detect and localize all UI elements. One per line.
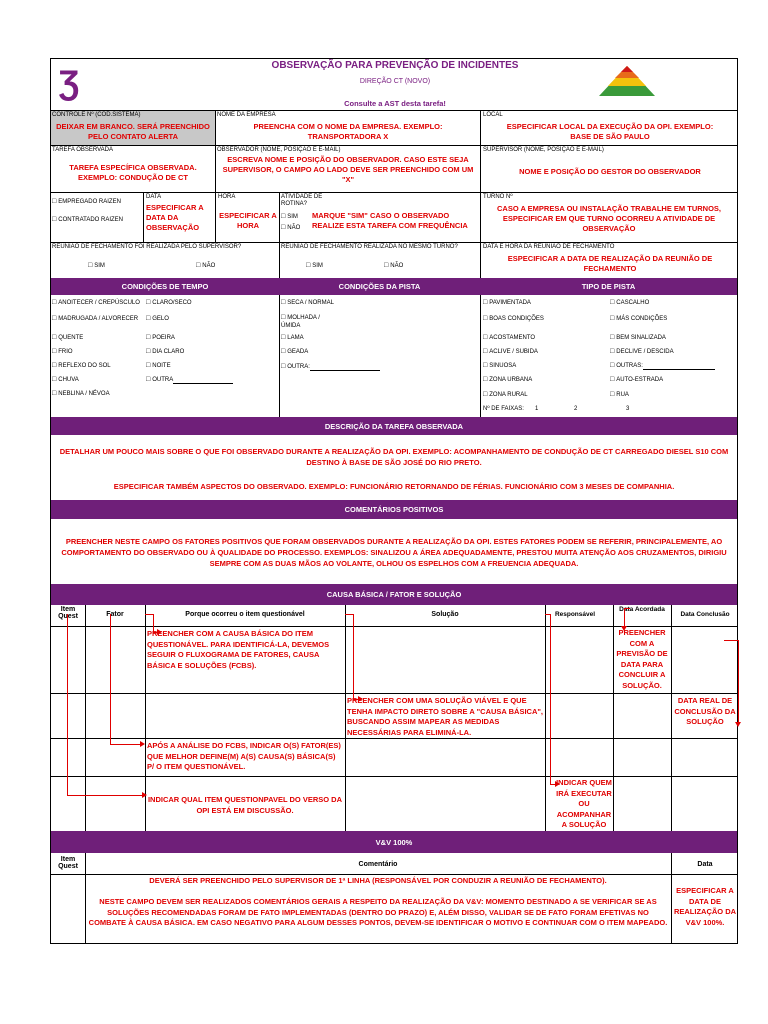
data-reuniao-label: DATA E HORA DA REUNIÃO DE FECHAMENTO [483, 244, 615, 250]
controle-label: CONTROLE Nº (COD.SISTEMA) [52, 112, 141, 118]
vv-col-comentario: Comentário [358, 861, 398, 868]
note-item[interactable]: INDICAR QUAL ITEM QUESTIONPAVEL DO VERSO DA OPI ESTÁ EM DISCUSSÃO. [147, 795, 343, 815]
tempo-opt[interactable]: □ GELO [146, 315, 169, 323]
causa-header: CAUSA BÁSICA / FATOR E SOLUÇÃO [51, 584, 737, 605]
consult-ast-text: Consulte a AST desta tarefa! [344, 99, 446, 108]
tipo-opt[interactable]: □ MÁS CONDIÇÕES [610, 315, 667, 323]
supervisor-value[interactable]: NOME E POSIÇÃO DO GESTOR DO OBSERVADOR [519, 167, 701, 176]
tempo-opt[interactable]: □ FRIO [52, 348, 73, 356]
col-solucao: Solução [431, 611, 459, 618]
tempo-opt[interactable]: □ POEIRA [146, 334, 175, 342]
page-subtitle: DIREÇÃO CT (NOVO) [359, 78, 431, 85]
brand-logo: Ʒ [58, 64, 80, 102]
contratado-checkbox[interactable]: □ CONTRATADO RAIZEN [52, 216, 123, 224]
turno-value[interactable]: CASO A EMPRESA OU INSTALAÇÃO TRABALHE EM TURNOS, ESPECIFICAR EM QUE TURNO OCORREU A ATIVIDADE DE OBSERVAÇÃO [496, 204, 722, 233]
col-responsavel: Responsável [554, 611, 596, 618]
data-label: DATA [146, 194, 162, 200]
reuniao-turno-nao[interactable]: □ NÃO [384, 262, 403, 270]
tipo-opt[interactable]: □ SINUOSA [483, 362, 516, 370]
tipo-opt[interactable]: □ AUTO-ESTRADA [610, 376, 663, 384]
tempo-opt[interactable]: □ QUENTE [52, 334, 83, 342]
observador-label: OBSERVADOR (NOME, POSIÇÃO E E-MAIL) [217, 147, 341, 153]
hora-value[interactable]: ESPECIFICAR A HORA [219, 211, 277, 230]
reuniao-turno-label: REUNIÃO DE FECHAMENTO REALIZADA NO MESMO TURNO? [281, 244, 458, 250]
data-value[interactable]: ESPECIFICAR A DATA DA OBSERVAÇÃO [146, 203, 204, 232]
turno-label: TURNO Nº [483, 194, 513, 200]
faixa-option[interactable]: 1 [535, 406, 539, 412]
hora-label: HORA [218, 194, 236, 200]
tempo-opt[interactable]: □ MADRUGADA / ALVORECER [52, 315, 138, 323]
reuniao-turno-sim[interactable]: □ SIM [306, 262, 323, 270]
tarefa-value[interactable]: TAREFA ESPECÍFICA OBSERVADA. EXEMPLO: CONDUÇÃO DE CT [69, 163, 197, 182]
controle-value[interactable]: DEIXAR EM BRANCO. SERÁ PREENCHIDO PELO CONTATO ALERTA [56, 122, 210, 141]
tipo-outras-input[interactable] [643, 363, 715, 370]
tempo-opt[interactable]: □ CLARO/SECO [146, 299, 192, 307]
pista-opt[interactable]: □ LAMA [281, 334, 304, 342]
tipo-opt[interactable]: □ RUA [610, 391, 629, 399]
tempo-opt[interactable]: □ DIA CLARO [146, 348, 184, 356]
tipo-opt[interactable]: □ ACOSTAMENTO [483, 334, 535, 342]
note-causa[interactable]: PREENCHER COM A CAUSA BÁSICA DO ITEM QUESTIONÁVEL. PARA IDENTIFICÁ-LA, DEVEMOS SEGUIR O FLUXOGRAMA DE FATORES, CAUSA BÁSICA E SOLUÇÕES (FCBS). [147, 629, 330, 670]
descricao-header: DESCRIÇÃO DA TAREFA OBSERVADA [51, 417, 737, 435]
vv-header: V&V 100% [51, 831, 737, 853]
tempo-header: CONDIÇÕES DE TEMPO [51, 278, 279, 295]
descricao-text-2[interactable]: ESPECIFICAR TAMBÉM ASPECTOS DO OBSERVADO. EXEMPLO: FUNCIONÁRIO RETORNANDO DE FÉRIAS. FUNCIONÁRIO COM 3 MESES DE COMPANHIA. [113, 482, 675, 491]
tipo-opt[interactable]: □ BOAS CONDIÇÕES [483, 315, 544, 323]
rotina-nao-checkbox[interactable]: □ NÃO [281, 224, 300, 232]
note-responsavel[interactable]: INDICAR QUEM IRÁ EXECUTAR OU ACOMPANHAR A SOLUÇÃO [556, 778, 612, 829]
comentarios-header: COMENTÁRIOS POSITIVOS [51, 500, 737, 519]
tempo-opt[interactable]: □ NEBLINA / NÉVOA [52, 390, 110, 398]
pista-outra-input[interactable] [310, 364, 380, 371]
reuniao-sup-nao[interactable]: □ NÃO [196, 262, 215, 270]
tipo-opt[interactable]: □ BEM SINALIZADA [610, 334, 666, 342]
tempo-opt[interactable]: □ REFLEXO DO SOL [52, 362, 111, 370]
descricao-text-1[interactable]: DETALHAR UM POUCO MAIS SOBRE O QUE FOI OBSERVADO DURANTE A REALIZAÇÃO DA OPI. EXEMPLO: ACOMPANHAMENTO DE CONDUÇÃO DE CT CARREGADO DIESEL S10 COM DESTINO À BASE DE SÃO JOSÉ DO RIO PRETO. [59, 447, 729, 467]
empresa-label: NOME DA EMPRESA [217, 112, 276, 118]
tipo-outras-label: OUTRAS: [616, 363, 643, 369]
col-porque: Porque ocorreu o item questionável [185, 611, 305, 618]
tipo-header: TIPO DE PISTA [480, 278, 737, 295]
tempo-opt[interactable]: □ NOITE [146, 362, 171, 370]
vv-data-note[interactable]: ESPECIFICAR A DATA DE REALIZAÇÃO DA V&V 100%. [673, 886, 737, 927]
local-label: LOCAL [483, 112, 503, 118]
note-data-acordada[interactable]: PREENCHER COM A PREVISÃO DE DATA PARA CONCLUIR A SOLUÇÃO. [616, 628, 668, 690]
empresa-value[interactable]: PREENCHA COM O NOME DA EMPRESA. EXEMPLO: TRANSPORTADORA X [253, 122, 443, 141]
tipo-opt[interactable]: □ ZONA RURAL [483, 391, 528, 399]
rotina-value[interactable]: MARQUE "SIM" CASO O OBSERVADO REALIZE ESTA TAREFA COM FREQUÊNCIA [312, 211, 468, 230]
local-value[interactable]: ESPECIFICAR LOCAL DA EXECUÇÃO DA OPI. EXEMPLO: BASE DE SÃO PAULO [506, 122, 714, 141]
tempo-outra-input[interactable] [173, 377, 233, 384]
tipo-opt-outras[interactable] [610, 362, 715, 370]
tipo-opt[interactable]: □ CASCALHO [610, 299, 649, 307]
tipo-opt[interactable]: □ ACLIVE / SUBIDA [483, 348, 538, 356]
page-title: OBSERVAÇÃO PARA PREVENÇÃO DE INCIDENTES [271, 60, 519, 71]
col-data-acordada: Data Acordada [619, 606, 665, 613]
vv-line-1[interactable]: DEVERÁ SER PREENCHIDO PELO SUPERVISOR DE 1ª LINHA (RESPONSÁVEL POR CONDUZIR A REUNIÃO DE FECHAMENTO). [149, 876, 607, 885]
tarefa-label: TAREFA OBSERVADA [52, 147, 114, 153]
tipo-opt[interactable]: □ PAVIMENTADA [483, 299, 531, 307]
supervisor-label: SUPERVISOR (NOME, POSIÇÃO E E-MAIL) [483, 147, 604, 153]
tempo-opt[interactable]: □ CHUVA [52, 376, 79, 384]
tipo-opt[interactable]: □ ZONA URBANA [483, 376, 532, 384]
reuniao-sup-sim[interactable]: □ SIM [88, 262, 105, 270]
comentarios-text[interactable]: PREENCHER NESTE CAMPO OS FATORES POSITIVOS QUE FORAM OBSERVADOS DURANTE A REALIZAÇÃO DA OPI. ESTES FATORES PODEM SE REFERIR, PRINCIPALEMENTE, AO COMPORTAMENTO DO OBSERVADO OU À QUALIDADE DO PROCESSO. EXEMPLOS: SINALIZOU A ÁREA ADEQUADAMENTE, PRESTOU MUITA ATENÇÃO AOS CRUZAMENTOS, DIRIGIU SEMPRE COM AS DUAS MÃOS AO VOLANTE, OLHOU OS ESPELHOS COM A FREUENCIA ADEQUADA. [61, 537, 727, 568]
tempo-opt[interactable]: □ ANOITECER / CREPÚSCULO [52, 299, 140, 307]
note-fator[interactable]: APÓS A ANÁLISE DO FCBS, INDICAR O(S) FATOR(ES) QUE MELHOR DEFINE(M) A(S) CAUSA(S) BÁSICA(S) P/ O ITEM QUESTIONÁVEL. [147, 741, 341, 771]
pista-opt-outra[interactable] [281, 363, 380, 371]
pista-opt[interactable]: □ GEADA [281, 348, 308, 356]
rotina-label: ATIVIDADE DE ROTINA? [281, 194, 323, 207]
tempo-outra-label: OUTRA [152, 377, 174, 383]
faixa-option[interactable]: 3 [626, 406, 630, 412]
rotina-sim-checkbox[interactable]: □ SIM [281, 213, 298, 221]
col-item-quest: Item Quest [58, 606, 78, 620]
pista-opt[interactable]: □ MOLHADA / ÚMIDA [281, 314, 331, 330]
note-solucao[interactable]: PREENCHER COM UMA SOLUÇÃO VIÁVEL E QUE TENHA IMPACTO DIRETO SOBRE A "CAUSA BÁSICA", BUSCANDO ASSIM MAPEAR AS MEDIDAS NECESSÁRIAS PARA ELIMINÁ-LA. [347, 696, 544, 737]
vv-col-data: Data [697, 861, 713, 868]
tempo-opt-outra[interactable] [146, 376, 233, 384]
observador-value[interactable]: ESCREVA NOME E POSIÇÃO DO OBSERVADOR. CASO ESTE SEJA SUPERVISOR, O CAMPO AO LADO DEVE SER PREENCHIDO COM UM "X" [222, 155, 474, 184]
pista-header: CONDIÇÕES DA PISTA [279, 278, 480, 295]
tipo-opt[interactable]: □ DECLIVE / DESCIDA [610, 348, 674, 356]
safety-pyramid-icon [597, 64, 657, 98]
vv-col-item: Item Quest [58, 856, 78, 870]
col-fator: Fator [106, 611, 124, 618]
faixas-label: Nº DE FAIXAS: [483, 406, 524, 412]
pista-outra-label: OUTRA: [287, 364, 310, 370]
col-data-conclusao: Data Conclusão [680, 611, 730, 618]
data-reuniao-value[interactable]: ESPECIFICAR A DATA DE REALIZAÇÃO DA REUNIÃO DE FECHAMENTO [507, 254, 713, 273]
vv-line-2[interactable]: NESTE CAMPO DEVEM SER REALIZADOS COMENTÁRIOS GERAIS A RESPEITO DA REALIZAÇÃO DA V&V: MOMENTO DESTINADO A SE VERIFICAR SE AS SOLUÇÕES RECOMENDADAS FORAM DE FATO IMPLEMENTADAS (DENTRO DO PRAZO) E, ALÉM DISSO, VALIDAR SE DE FATO FORAM EFETIVAS NO COMBATE À CAUSA BÁSICA. EM CASO NEGATIVO PARA ALGUM DESSES PONTOS, DEVEM-SE IDENTIFICAR O MOTIVO E CONTINUAR COM O ITEM MAPEADO. [88, 897, 668, 927]
faixa-option[interactable]: 2 [574, 406, 578, 412]
note-data-conclusao[interactable]: DATA REAL DE CONCLUSÃO DA SOLUÇÃO [674, 696, 736, 726]
empregado-checkbox[interactable]: □ EMPREGADO RAIZEN [52, 198, 121, 206]
pista-opt[interactable]: □ SECA / NORMAL [281, 299, 334, 307]
reuniao-sup-label: REUNIÃO DE FECHAMENTO FOI REALIZADA PELO SUPERVISOR? [52, 244, 242, 250]
